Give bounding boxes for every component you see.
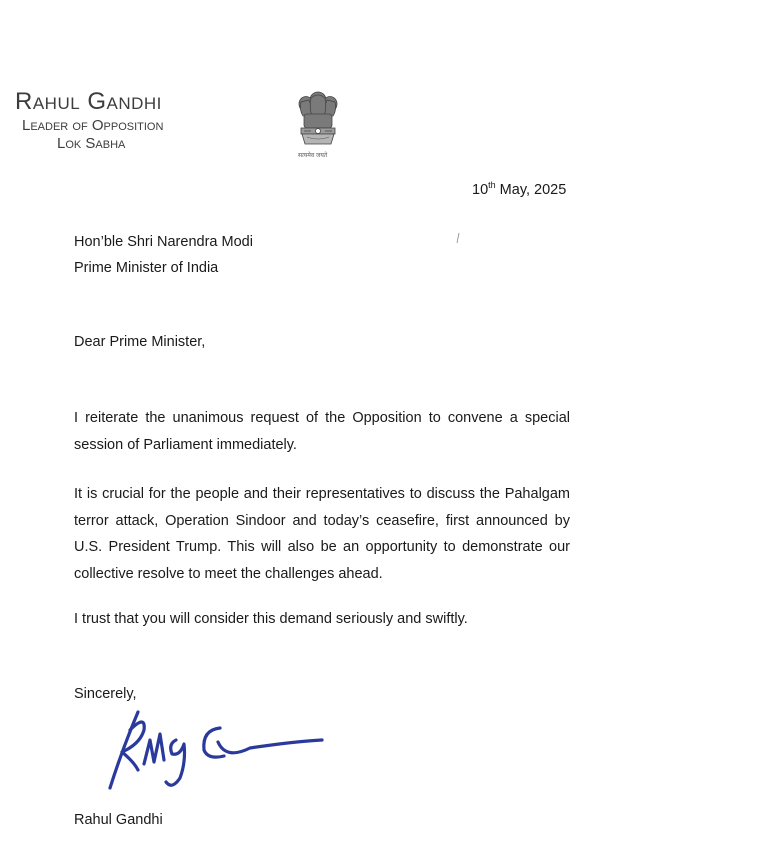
letterhead-house: Lok Sabha — [57, 135, 126, 152]
addressee-title: Prime Minister of India — [74, 260, 219, 276]
body-paragraph-3: I trust that you will consider this demand seriously and swiftly. — [74, 611, 468, 627]
letter-date — [472, 177, 566, 203]
date-month-year: May, 2025 — [495, 182, 567, 198]
closing: Sincerely, — [74, 686, 137, 702]
addressee-block — [74, 229, 253, 281]
body-paragraph-1: I reiterate the unanimous request of the Opposition to convene a special session of Parliament immediately. — [74, 410, 570, 453]
signer-name: Rahul Gandhi — [74, 812, 163, 828]
emblem-motto: सत्यमेव जयते — [298, 153, 328, 159]
signature — [100, 700, 330, 800]
pen-mark-icon — [455, 232, 461, 244]
addressee-name: Hon’ble Shri Narendra Modi — [74, 234, 253, 250]
letterhead-title: Leader of Opposition — [22, 117, 164, 134]
body-paragraph-2: It is crucial for the people and their representatives to discuss the Pahalgam terror attack, Operation Sindoor and today’s ceasefire, first announced by U.S. President Trump. This will also be an opportunity to demonstrate our collective resolve to meet the challenges ahead. — [74, 486, 570, 582]
date-day: 10 — [472, 182, 489, 198]
national-emblem-icon — [293, 88, 343, 160]
salutation: Dear Prime Minister, — [74, 334, 206, 350]
letterhead-name: Rahul Gandhi — [15, 88, 162, 115]
date-suffix: th — [488, 180, 496, 191]
